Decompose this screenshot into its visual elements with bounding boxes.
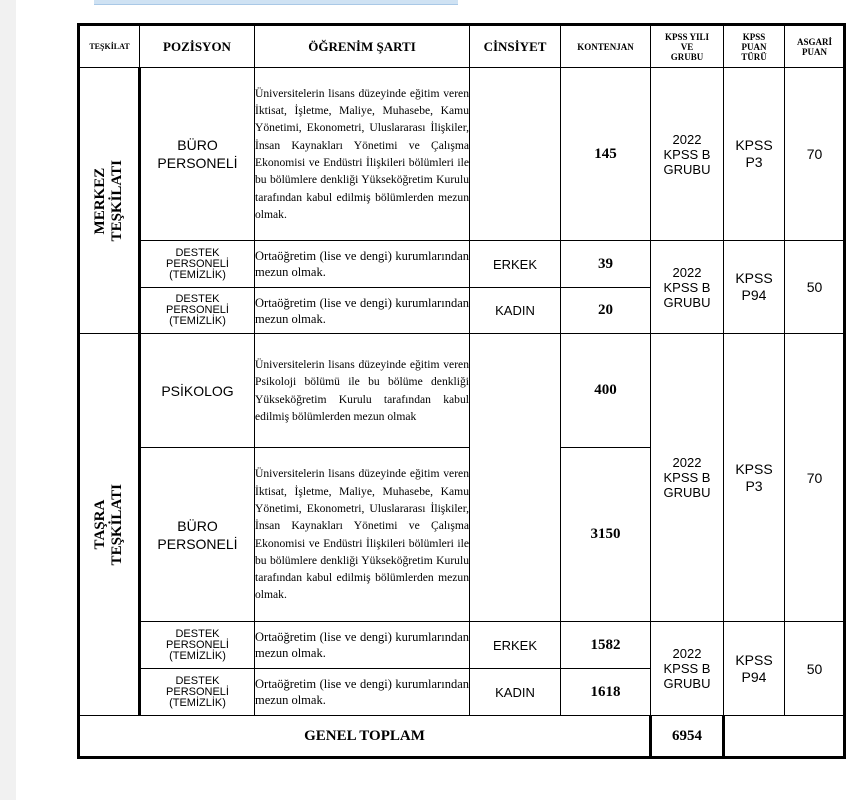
header-kpss-yili: KPSS YILI VE GRUBU	[651, 25, 724, 68]
tasra-temizlik-erkek-cinsiyet: ERKEK	[470, 622, 561, 669]
tasra-upper-asgari: 70	[785, 334, 845, 622]
tasra-temizlik-erkek-position: DESTEK PERSONELİ (TEMİZLİK)	[140, 622, 255, 669]
merkez-buro-tur: KPSS P3	[724, 68, 785, 241]
positions-table	[77, 23, 846, 759]
total-label: GENEL TOPLAM	[79, 716, 651, 758]
table-row	[79, 622, 845, 669]
merkez-temizlik-erkek-cinsiyet: ERKEK	[470, 241, 561, 288]
total-row	[79, 716, 845, 758]
merkez-buro-position: BÜRO PERSONELİ	[140, 68, 255, 241]
tasra-temizlik-kadin-requirement: Ortaöğretim (lise ve dengi) kurumlarından mezun olmak.	[255, 669, 470, 716]
merkez-temizlik-erkek-kontenjan: 39	[561, 241, 651, 288]
tasra-temizlik-kadin-position: DESTEK PERSONELİ (TEMİZLİK)	[140, 669, 255, 716]
header-cinsiyet: CİNSİYET	[470, 25, 561, 68]
merkez-temizlik-asgari: 50	[785, 241, 845, 334]
header-kontenjan: KONTENJAN	[561, 25, 651, 68]
header-asgari: ASGARİ PUAN	[785, 25, 845, 68]
tasra-buro-position: BÜRO PERSONELİ	[140, 448, 255, 622]
tasra-label: TAŞRA TEŞKİLATI	[92, 483, 125, 566]
tasra-upper-cinsiyet	[470, 334, 561, 622]
tasra-temizlik-asgari: 50	[785, 622, 845, 716]
merkez-temizlik-kadin-kontenjan: 20	[561, 288, 651, 334]
tasra-temizlik-kadin-cinsiyet: KADIN	[470, 669, 561, 716]
header-ogrenim: ÖĞRENİM ŞARTI	[255, 25, 470, 68]
tasra-psikolog-position: PSİKOLOG	[140, 334, 255, 448]
tasra-buro-requirement: Üniversitelerin lisans düzeyinde eğitim veren İktisat, İşletme, Maliye, Muhasebe, Kamu Yönetimi, Ekonometri, Uluslararası İlişkiler, İnsan Kaynakları Yönetimi ve Çalışma Ekonomisi ve Endüstri İlişkileri bölümleri ile bu bölümlere denkliği Yükseköğretim Kurulu tarafından kabul edilmiş bölümlerden mezun olmak.	[255, 448, 470, 622]
table-row	[79, 241, 845, 288]
merkez-buro-requirement: Üniversitelerin lisans düzeyinde eğitim veren İktisat, İşletme, Maliye, Muhasebe, Kamu Yönetimi, Ekonometri, Uluslararası İlişkiler, İnsan Kaynakları Yönetimi ve Çalışma Ekonomisi ve Endüstri İlişkileri bölümleri ile bu bölümlere denkliği Yükseköğretim Kurulu tarafından kabul edilmiş bölümlerden mezun olmak.	[255, 68, 470, 241]
merkez-temizlik-kpss: 2022 KPSS B GRUBU	[651, 241, 724, 334]
document-page	[16, 0, 863, 800]
tasra-upper-tur: KPSS P3	[724, 334, 785, 622]
total-empty	[724, 716, 845, 758]
merkez-buro-kontenjan: 145	[561, 68, 651, 241]
merkez-temizlik-erkek-requirement: Ortaöğretim (lise ve dengi) kurumlarından mezun olmak.	[255, 241, 470, 288]
tasra-buro-kontenjan: 3150	[561, 448, 651, 622]
top-highlight-bar	[94, 0, 458, 5]
tasra-temizlik-erkek-kontenjan: 1582	[561, 622, 651, 669]
merkez-buro-asgari: 70	[785, 68, 845, 241]
header-pozisyon: POZİSYON	[140, 25, 255, 68]
tasra-upper-kpss: 2022 KPSS B GRUBU	[651, 334, 724, 622]
table-row	[79, 68, 845, 241]
total-value: 6954	[651, 716, 724, 758]
merkez-buro-cinsiyet	[470, 68, 561, 241]
merkez-temizlik-tur: KPSS P94	[724, 241, 785, 334]
header-teskilat: TEŞKİLAT	[79, 25, 140, 68]
tasra-temizlik-kpss: 2022 KPSS B GRUBU	[651, 622, 724, 716]
merkez-label-cell	[79, 68, 140, 334]
tasra-temizlik-tur: KPSS P94	[724, 622, 785, 716]
merkez-temizlik-erkek-position: DESTEK PERSONELİ (TEMİZLİK)	[140, 241, 255, 288]
merkez-temizlik-kadin-requirement: Ortaöğretim (lise ve dengi) kurumlarından mezun olmak.	[255, 288, 470, 334]
tasra-label-cell	[79, 334, 140, 716]
tasra-temizlik-kadin-kontenjan: 1618	[561, 669, 651, 716]
merkez-temizlik-kadin-position: DESTEK PERSONELİ (TEMİZLİK)	[140, 288, 255, 334]
merkez-temizlik-kadin-cinsiyet: KADIN	[470, 288, 561, 334]
table-row	[79, 334, 845, 448]
tasra-temizlik-erkek-requirement: Ortaöğretim (lise ve dengi) kurumlarından mezun olmak.	[255, 622, 470, 669]
header-row	[79, 25, 845, 68]
tasra-psikolog-kontenjan: 400	[561, 334, 651, 448]
merkez-buro-kpss: 2022 KPSS B GRUBU	[651, 68, 724, 241]
merkez-label: MERKEZ TEŞKİLATI	[92, 159, 125, 242]
header-puan-turu: KPSS PUAN TÜRÜ	[724, 25, 785, 68]
tasra-psikolog-requirement: Üniversitelerin lisans düzeyinde eğitim veren Psikoloji bölümü ile bu bölüme denkliği Yükseköğretim Kurulu tarafından kabul edilmiş bölümlerden mezun olmak	[255, 334, 470, 448]
